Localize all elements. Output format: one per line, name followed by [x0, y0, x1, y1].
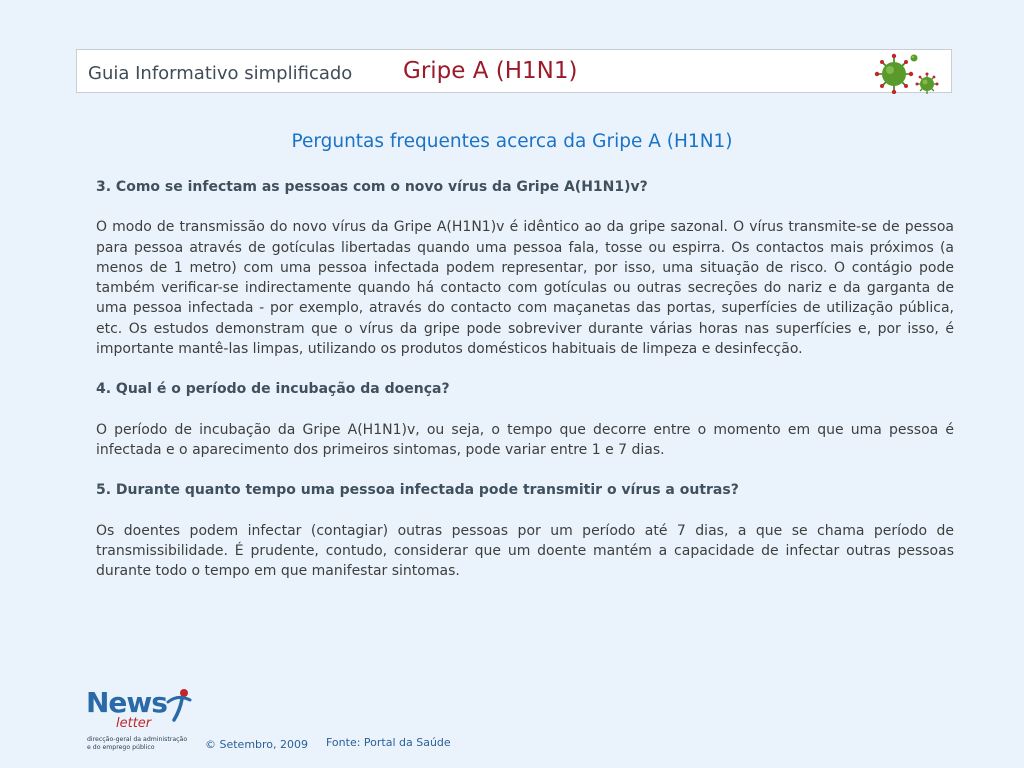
header-subtitle: Guia Informativo simplificado: [88, 63, 353, 84]
faq-question-5: 5. Durante quanto tempo uma pessoa infectada pode transmitir o vírus a outras?: [96, 482, 739, 499]
faq-answer-4: O período de incubação da Gripe A(H1N1)v, ou seja, o tempo que decorre entre o momento em que uma pessoa é infectada e o aparecimento dos primeiros sintomas, pode variar entre 1 e 7 dias.: [96, 421, 954, 458]
footer-date: © Setembro, 2009: [205, 738, 309, 751]
newsletter-logo: [86, 688, 196, 756]
logo-org-line1: direcção-geral da administração: [87, 736, 188, 743]
header-title: Gripe A (H1N1): [403, 58, 578, 84]
logo-word: News: [86, 686, 167, 719]
logo-org-line2: e do emprego público: [87, 744, 155, 751]
person-icon: [164, 688, 192, 722]
page-title: Perguntas frequentes acerca da Gripe A (H1N1): [291, 131, 733, 152]
logo-sub: letter: [116, 716, 152, 731]
faq-question-3: 3. Como se infectam as pessoas com o novo vírus da Gripe A(H1N1)v?: [96, 179, 648, 195]
header-bar: [76, 49, 952, 93]
faq-answer-5: Os doentes podem infectar (contagiar) outras pessoas por um período até 7 dias, a que se chama período de transmissibilidade. É prudente, contudo, considerar que um doente mantém a capacidade de infectar outras pessoas durante todo o tempo em que manifestar sintomas.: [96, 522, 954, 580]
faq-content: [96, 177, 954, 601]
virus-icon: [874, 52, 944, 94]
footer-source: Fonte: Portal da Saúde: [326, 736, 451, 749]
faq-question-4: 4. Qual é o período de incubação da doença?: [96, 381, 450, 398]
faq-answer-3: O modo de transmissão do novo vírus da Gripe A(H1N1)v é idêntico ao da gripe sazonal. O vírus transmite-se de pessoa para pessoa através de gotículas libertadas quando uma pessoa fala, tosse ou espirra. Os contactos mais próximos (a menos de 1 metro) com uma pessoa infectada podem representar, por isso, uma situação de risco. O contágio pode também verificar-se indirectamente quando há contacto com gotículas ou outras secreções do nariz e da garganta de uma pessoa infectada - por exemplo, através do contacto com maçanetas das portas, superfícies de utilização pública, etc. Os estudos demonstram que o vírus da gripe pode sobreviver durante várias horas nas superfícies e, por isso, é importante mantê-las limpas, utilizando os produtos domésticos habituais de limpeza e desinfecção.: [96, 219, 954, 358]
